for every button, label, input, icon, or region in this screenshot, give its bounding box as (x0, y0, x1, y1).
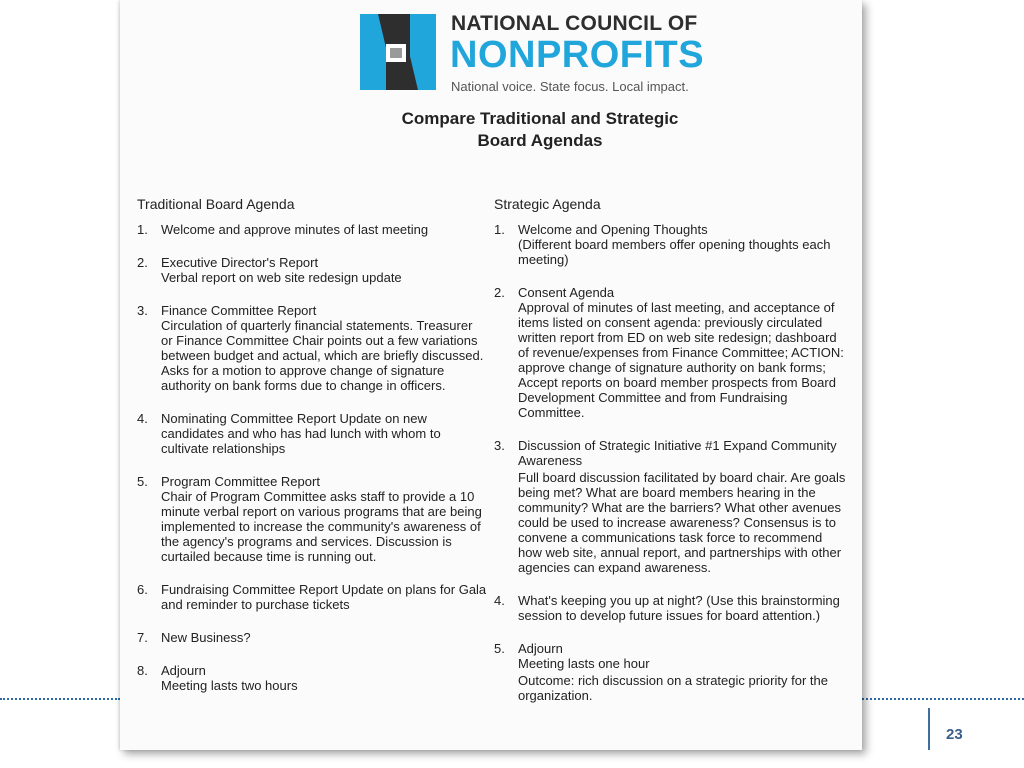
item-body: Full board discussion facilitated by board chair. Are goals being met? What are board members hearing in the community? What are the barriers? What other avenues could be used to increase awareness? Consensus is to convene a communications task force to recommend how web site, annual report, and partnerships with other agencies can expand awareness. (518, 470, 846, 575)
item-body: Meeting lasts one hour (518, 656, 650, 671)
item-number: 5. (137, 474, 148, 489)
item-title: Finance Committee Report (161, 303, 317, 318)
strategic-item-3 (494, 438, 849, 575)
item-body: Approval of minutes of last meeting, and acceptance of items listed on consent agenda: previously circulated written report from ED on web site redesign; dashboard of revenue/expenses from Finance Committee; ACTION: approve change of signature authority on bank forms; Accept reports on board member prospects from Board Development Committee and from Fundraising Committee. (518, 300, 844, 420)
strategic-item-5 (494, 641, 849, 703)
ncn-logo-icon (360, 14, 436, 90)
traditional-item-2 (137, 255, 487, 285)
item-body: (Different board members offer opening thoughts each meeting) (518, 237, 831, 267)
page-number-separator (928, 708, 930, 750)
item-number: 5. (494, 641, 505, 656)
document-title (360, 108, 720, 152)
item-body: Verbal report on web site redesign update (161, 270, 402, 285)
org-name-line1: NATIONAL COUNCIL OF (451, 12, 698, 35)
item-number: 4. (137, 411, 148, 426)
traditional-agenda-heading: Traditional Board Agenda (137, 196, 295, 212)
item-body: Meeting lasts two hours (161, 678, 298, 693)
agenda-document (120, 0, 862, 750)
item-number: 6. (137, 582, 148, 597)
strategic-agenda-column (494, 196, 849, 703)
item-title: Welcome and Opening Thoughts (518, 222, 708, 237)
item-number: 8. (137, 663, 148, 678)
item-title: Adjourn (161, 663, 206, 678)
document-title-line1: Compare Traditional and Strategic (401, 109, 679, 128)
traditional-item-6 (137, 582, 487, 612)
item-number: 4. (494, 593, 505, 608)
item-title: Discussion of Strategic Initiative #1 Expand Community Awareness (518, 438, 837, 468)
item-title: New Business? (161, 630, 251, 645)
divider-right (862, 698, 1024, 700)
item-title: What's keeping you up at night? (Use this brainstorming session to develop future issues for board attention.) (518, 593, 840, 623)
item-body: Chair of Program Committee asks staff to provide a 10 minute verbal report on various programs that are being implemented to increase the community's awareness of the agency's programs and services. Discussion is curtailed because time is running out. (161, 489, 482, 564)
item-outcome: Outcome: rich discussion on a strategic priority for the organization. (518, 673, 828, 703)
item-number: 3. (137, 303, 148, 318)
item-title: Adjourn (518, 641, 563, 656)
traditional-item-8 (137, 663, 487, 693)
strategic-item-4 (494, 593, 849, 623)
item-number: 2. (494, 285, 505, 300)
strategic-item-2 (494, 285, 849, 420)
item-title: Consent Agenda (518, 285, 615, 300)
traditional-item-5 (137, 474, 487, 564)
item-body: Circulation of quarterly financial statements. Treasurer or Finance Committee Chair points out a few variations between budget and actual, which are briefly discussed. Asks for a motion to approve change of signature authority on bank forms due to change in officers. (161, 318, 484, 393)
traditional-item-4 (137, 411, 487, 456)
item-title: Welcome and approve minutes of last meeting (161, 222, 429, 237)
item-title: Nominating Committee Report Update on new candidates and who has had lunch with whom to cultivate relationships (161, 411, 441, 456)
item-number: 2. (137, 255, 148, 270)
item-number: 1. (494, 222, 505, 237)
item-title: Fundraising Committee Report Update on plans for Gala and reminder to purchase tickets (161, 582, 487, 612)
strategic-agenda-heading: Strategic Agenda (494, 196, 601, 212)
item-title: Executive Director's Report (161, 255, 319, 270)
traditional-agenda-column (137, 196, 487, 693)
item-number: 7. (137, 630, 148, 645)
page-number: 23 (946, 726, 963, 743)
traditional-item-3 (137, 303, 487, 393)
strategic-item-1 (494, 222, 849, 267)
traditional-item-1 (137, 222, 487, 237)
item-number: 3. (494, 438, 505, 453)
item-number: 1. (137, 222, 148, 237)
item-title: Program Committee Report (161, 474, 320, 489)
org-name-line2: NONPROFITS (450, 34, 705, 76)
document-title-line2: Board Agendas (477, 131, 603, 150)
divider-left (0, 698, 120, 700)
traditional-item-7 (137, 630, 487, 645)
org-tagline: National voice. State focus. Local impact. (451, 79, 689, 94)
